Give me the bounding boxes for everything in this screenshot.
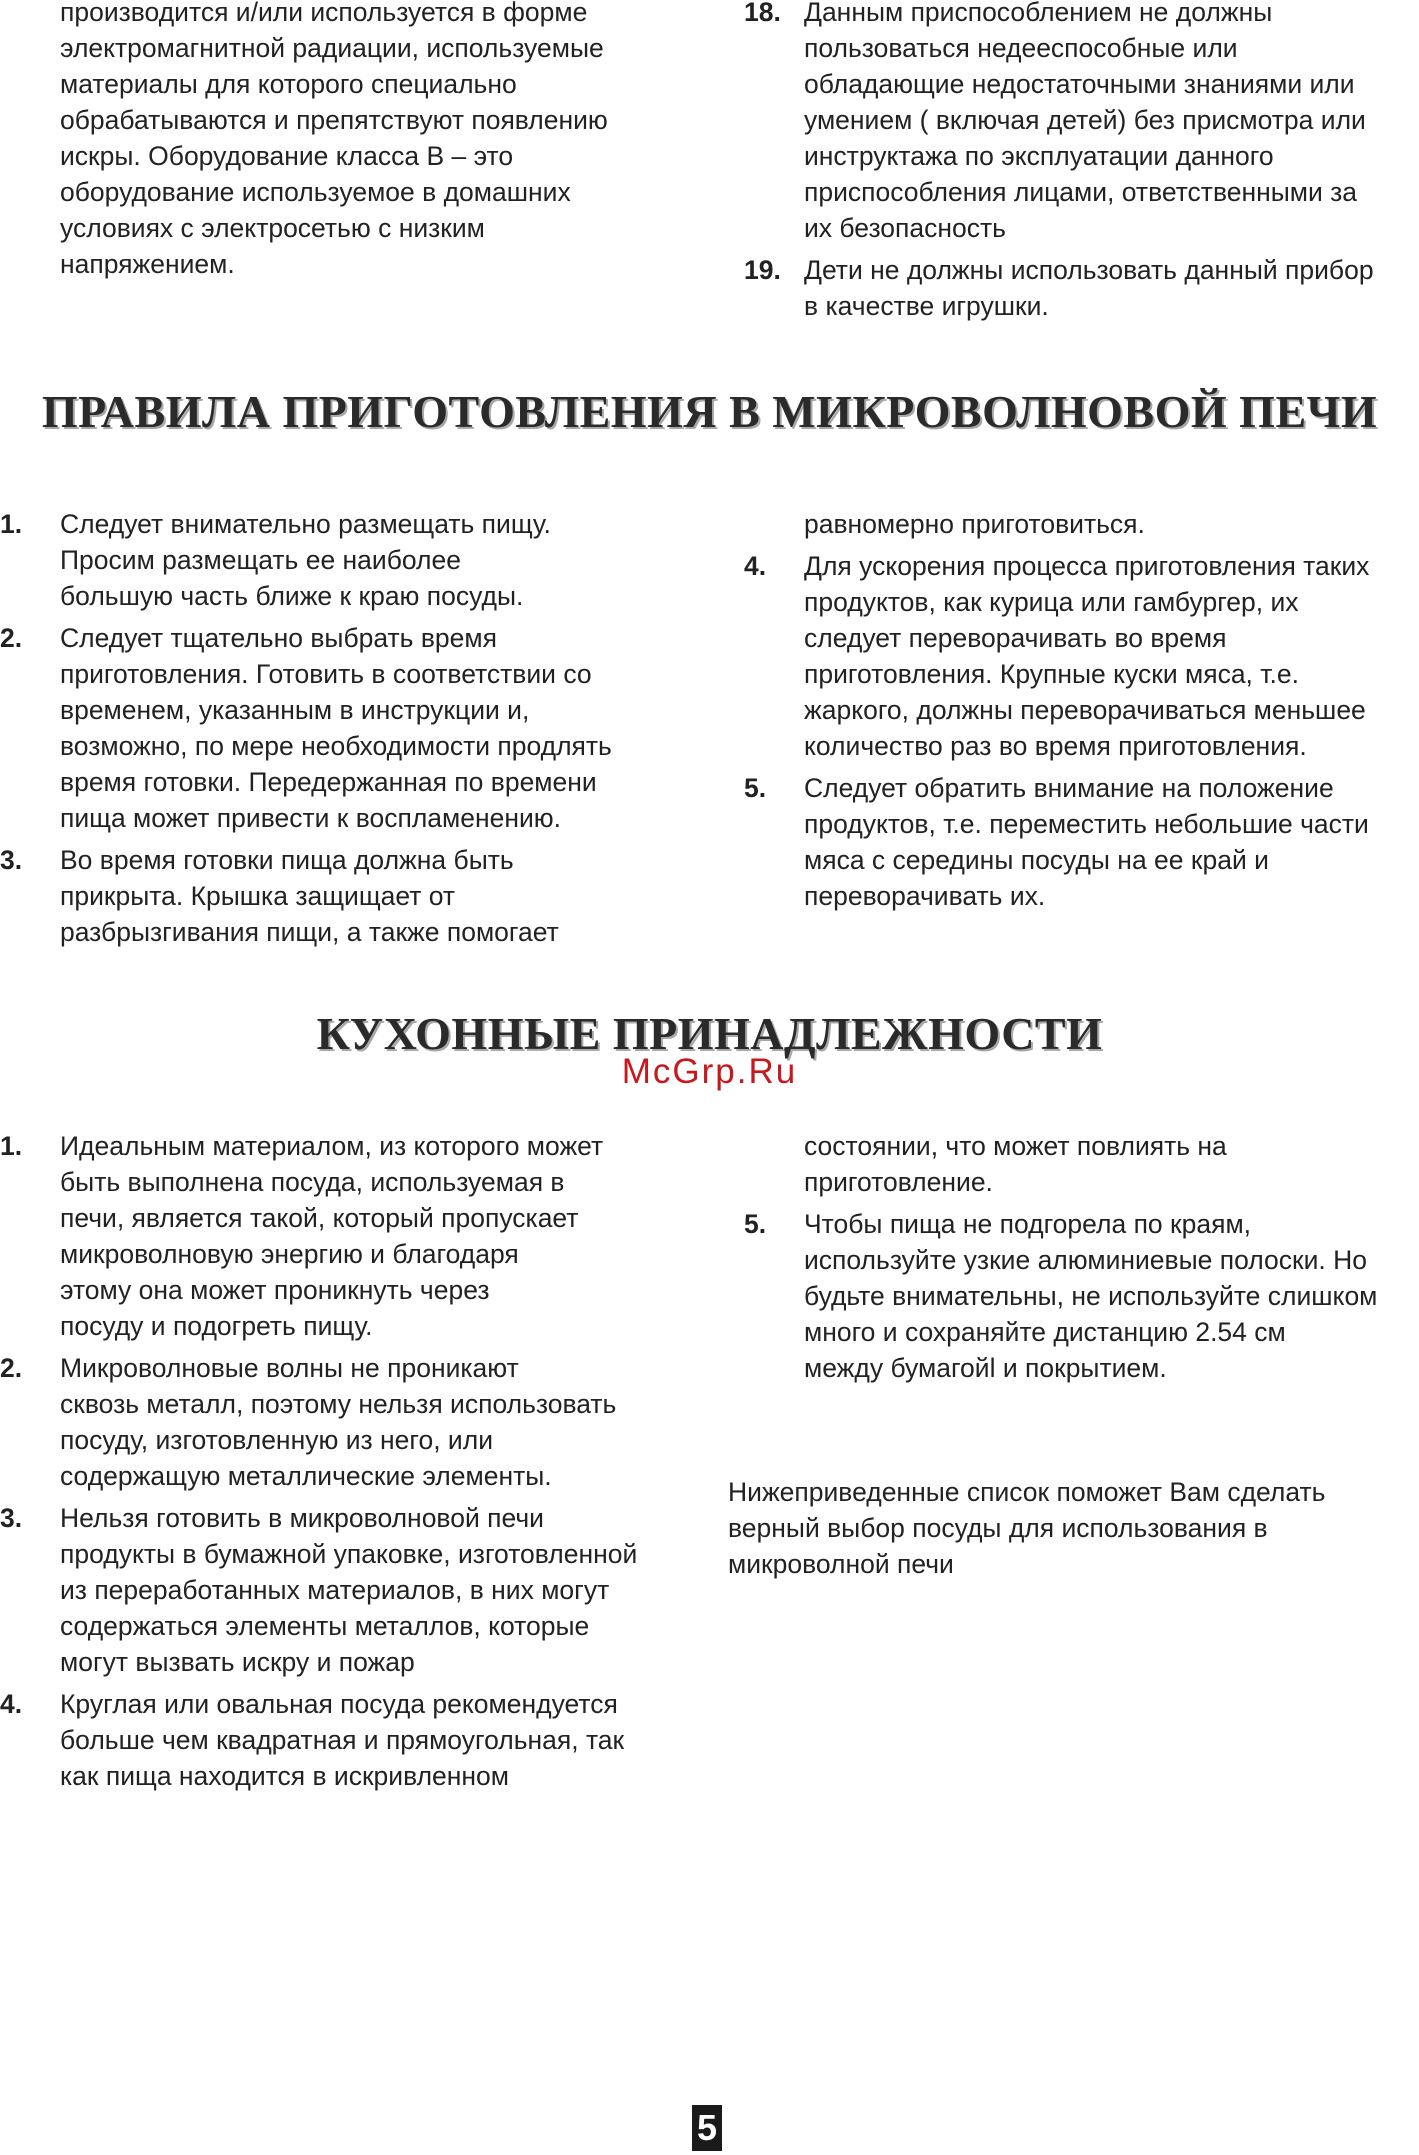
item-text: Микроволновые волны не проникают сквозь металл, поэтому нельзя использовать посуду, изготовленную из него, или содержащую металлические элементы. <box>60 1353 617 1491</box>
item-number: 1. <box>0 509 23 539</box>
page-number: 5 <box>692 2105 722 2151</box>
section-title-cooking-rules: ПРАВИЛА ПРИГОТОВЛЕНИЯ В МИКРОВОЛНОВОЙ ПЕЧИ <box>41 386 1378 437</box>
top-right-column <box>744 0 1419 330</box>
list-item <box>744 548 1419 764</box>
item-number: 2. <box>0 623 23 653</box>
list-item <box>0 506 690 614</box>
item-text: Следует тщательно выбрать время приготовления. Готовить в соответствии со временем, указанным в инструкции и, возможно, по мере необходимости продлять время готовки. Передержанная по времени пища может привести к воспламенению. <box>60 623 612 833</box>
list-item <box>744 0 1419 246</box>
item-text: Во время готовки пища должна быть прикрыта. Крышка защищает от разбрызгивания пищи, а также помогает <box>60 845 559 947</box>
list-item <box>0 842 690 950</box>
list-item <box>0 1686 690 1794</box>
section-title-kitchenware: КУХОННЫЕ ПРИНАДЛЕЖНОСТИ <box>316 1008 1103 1059</box>
item-number: 2. <box>0 1353 23 1383</box>
item-text: Следует обратить внимание на положение продуктов, т.е. переместить небольшие части мяса с середины посуды на ее край и переворачивать их. <box>804 773 1369 911</box>
item-text: Следует внимательно размещать пищу. Просим размещать ее наиболее большую часть ближе к краю посуды. <box>60 509 551 611</box>
item-number: 3. <box>0 845 23 875</box>
item-number: 4. <box>744 551 767 581</box>
list-item <box>744 1206 1419 1386</box>
item-text: Для ускорения процесса приготовления таких продуктов, как курица или гамбургер, их следует переворачивать во время приготовления. Крупные куски мяса, т.е. жаркого, должны переворачиваться меньшее количество раз во время приготовления. <box>804 551 1370 761</box>
list-item <box>744 770 1419 914</box>
section2-left-column <box>0 1128 690 1800</box>
list-item <box>0 1350 690 1494</box>
section2-note <box>728 1474 1418 1582</box>
item-number: 3. <box>0 1503 23 1533</box>
item-continuation: состоянии, что может повлиять на приготовление. <box>804 1131 1227 1197</box>
item-text: Идеальным материалом, из которого может быть выполнена посуда, используемая в печи, является такой, который пропускает микроволновую энергию и благодаря этому она может проникнуть через посуду и подогреть пищу. <box>60 1131 604 1341</box>
item-text: Чтобы пища не подгорела по краям, используйте узкие алюминиевые полоски. Но будьте внимательны, не используйте слишком много и сохраняйте дистанцию 2.54 см между бумагойl и покрытием. <box>804 1209 1378 1383</box>
note-paragraph: Нижеприведенные список поможет Вам сделать верный выбор посуды для использования в микроволной печи <box>728 1477 1326 1579</box>
top-left-continuation: производится и/или используется в форме электромагнитной радиации, используемые материалы для которого специально обрабатываются и препятствуют появлению искры. Оборудование класса В – это оборудование используемое в домашних условиях с электросетью с низким напряжением. <box>60 0 608 279</box>
item-number: 1. <box>0 1131 23 1161</box>
section1-left-column <box>0 506 690 956</box>
item-text: Дети не должны использовать данный прибор в качестве игрушки. <box>804 255 1374 321</box>
item-number: 4. <box>0 1689 23 1719</box>
item-text: Круглая или овальная посуда рекомендуется больше чем квадратная и прямоугольная, так как пища находится в искривленном <box>60 1689 625 1791</box>
section1-right-column <box>744 506 1419 920</box>
section2-right-column <box>744 1128 1419 1392</box>
item-number: 5. <box>744 1209 767 1239</box>
item-number: 18. <box>744 0 781 27</box>
item-text: Нельзя готовить в микроволновой печи продукты в бумажной упаковке, изготовленной из переработанных материалов, в них могут содержаться элементы металлов, которые могут вызвать искру и пожар <box>60 1503 638 1677</box>
item-number: 5. <box>744 773 767 803</box>
watermark: McGrp.Ru <box>621 1052 798 1091</box>
item-continuation: равномерно приготовиться. <box>804 509 1145 539</box>
top-left-column <box>0 0 690 288</box>
list-item <box>0 1128 690 1344</box>
list-item <box>744 252 1419 324</box>
item-number: 19. <box>744 255 781 285</box>
list-item <box>0 1500 690 1680</box>
item-text: Данным приспособлением не должны пользоваться недееспособные или обладающие недостаточными знаниями или умением ( включая детей) без присмотра или инструктажа по эксплуатации данного приспособления лицами, ответственными за их безопасность <box>804 0 1366 243</box>
list-item <box>0 620 690 836</box>
